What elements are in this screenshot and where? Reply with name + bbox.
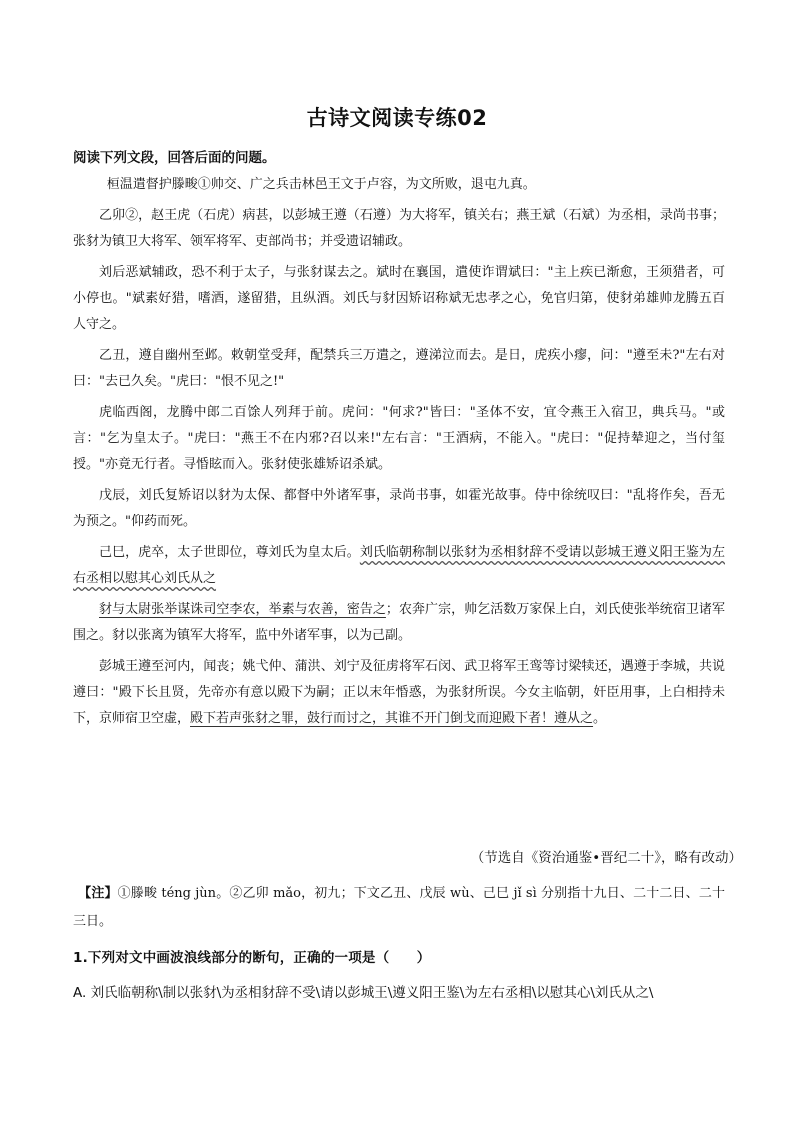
passage-paragraph-3: 刘后恶斌辅政，恐不利于太子，与张豺谋去之。斌时在襄国，遣使诈谓斌曰："主上疾已渐愈，王须猎者，可小停也。"斌素好猎，嗜酒，遂留猎，且纵酒。刘氏与豺因矫诏称斌无忠孝之心，免官归第，使豺弟雄帅龙腾五百人守之。 (73, 265, 725, 332)
passage-paragraph-7 (73, 540, 725, 592)
underlined-sentence-2: 殿下若声张豺之罪，鼓行而讨之，其谁不开门倒戈而迎殿下者！遵从之 (190, 711, 594, 726)
passage-paragraph-9 (73, 654, 725, 732)
reading-instruction: 阅读下列文段，回答后面的问题。 (73, 150, 276, 166)
underlined-sentence-1: 豺与太尉张举谋诛司空李农，举素与农善，密告之 (99, 602, 386, 617)
page-title: 古诗文阅读专练02 (306, 106, 488, 130)
paragraph-9-plain-text: 彭城王遵至河内，闻丧；姚弋仲、蒲洪、刘宁及征虏将军石闵、武卫将军王鸾等讨梁犊还，遇遵于李城，共说遵曰："殿下长且贤，先帝亦有意以殿下为嗣；正以末年惛惑，为张豺所误。今女主临朝，奸臣用事，上白相持未下，京师宿卫空虚， (73, 659, 725, 726)
wavy-underlined-text: 刘氏临朝称制以张豺为丞相豺辞不受请以彭城王遵义阳王鉴为左右丞相以慰其心刘氏从之 (73, 545, 725, 586)
passage-paragraph-2: 乙卯②，赵王虎（石虎）病甚，以彭城王遵（石遵）为大将军，镇关右；燕王斌（石斌）为丞相，录尚书事；张豺为镇卫大将军、领军将军、吏部尚书；并受遗诏辅政。 (73, 208, 725, 249)
passage-paragraph-8 (73, 597, 725, 649)
passage-paragraph-4: 乙丑，遵自幽州至邺。敕朝堂受拜，配禁兵三万遣之，遵涕泣而去。是日，虎疾小瘳，问："遵至未?"左右对曰："去已久矣。"虎曰："恨不见之!" (73, 348, 725, 389)
paragraph-8-plain-text: ；农奔广宗，帅乞活数万家保上白，刘氏使张举统宿卫诸军围之。豺以张离为镇军大将军，监中外诸军事，以为己副。 (73, 602, 725, 643)
question-1: 1.下列对文中画波浪线部分的断句，正确的一项是（ ） (73, 950, 431, 966)
passage-paragraph-5: 虎临西阁，龙腾中郎二百馀人列拜于前。虎问："何求?"皆曰："圣体不安，宜令燕王入宿卫，典兵马。"或言："乞为皇太子。"虎曰："燕王不在内邪?召以来!"左右言："王酒病，不能入。"虎曰："促持辇迎之，当付玺授。"亦竟无行者。寻惛眩而入。张豺使张雄矫诏杀斌。 (73, 405, 725, 472)
note-label: 【注】 (78, 886, 118, 901)
question-1-option-a: A. 刘氏临朝称\制以张豺\为丞相豺辞不受\请以彭城王\遵义阳王鉴\为左右丞相\以慰其心\刘氏从之\ (73, 985, 654, 1001)
source-citation: （节选自《资治通鉴•晋纪二十》，略有改动） (470, 850, 742, 866)
note-text: ①滕畯 téng jùn。②乙卯 mǎo，初九；下文乙丑、戊辰 wù、己巳 jǐ sì 分别指十九日、二十二日、二十三日。 (73, 886, 725, 929)
paragraph-7-plain-text: 己巳，虎卒，太子世即位，尊刘氏为皇太后。 (99, 545, 360, 560)
classical-passage (73, 172, 725, 737)
passage-paragraph-1: 桓温遣督护滕畯①帅交、广之兵击林邑王文于卢容，为文所败，退屯九真。 (106, 177, 536, 192)
passage-paragraph-6: 戊辰，刘氏复矫诏以豺为太保、都督中外诸军事，录尚书事，如霍光故事。侍中徐统叹曰："乱将作矣，吾无为预之。"仰药而死。 (73, 488, 725, 529)
paragraph-9-end: 。 (593, 711, 607, 726)
annotation-note (73, 880, 725, 936)
